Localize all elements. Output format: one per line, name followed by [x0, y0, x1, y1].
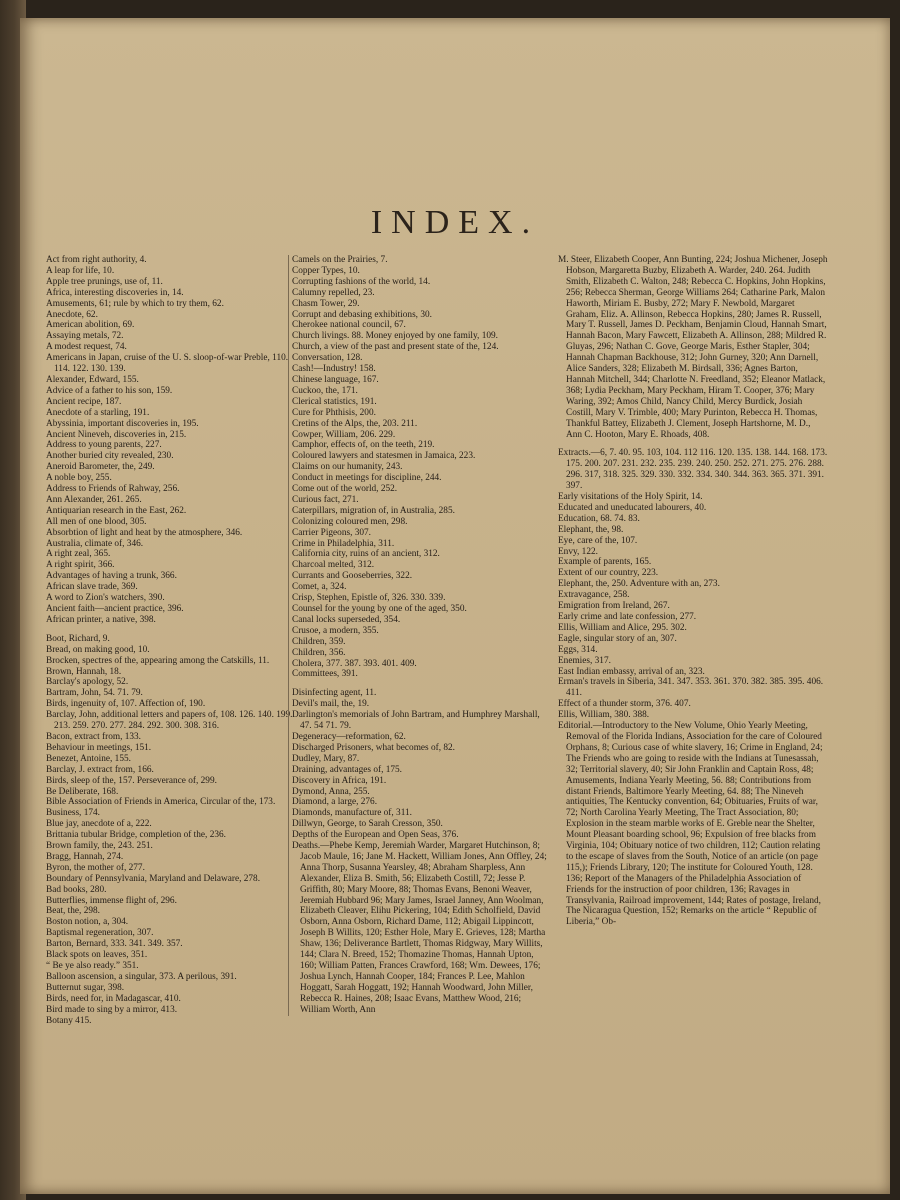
index-entry: Conduct in meetings for discipline, 244.: [292, 473, 442, 484]
index-entry: Antiquarian research in the East, 262.: [46, 505, 187, 516]
section-gap: [46, 626, 304, 634]
index-entry: Barton, Bernard, 333. 341. 349. 357.: [46, 939, 183, 950]
index-entry: Brown family, the, 243. 251.: [46, 841, 153, 852]
index-entry: American abolition, 69.: [46, 320, 135, 331]
index-entry: Diamond, a large, 276.: [292, 797, 378, 808]
index-entry: Dymond, Anna, 255.: [292, 786, 370, 797]
index-entry: Committees, 391.: [292, 669, 358, 680]
index-entry: Bad books, 280.: [46, 884, 107, 895]
index-entry: Bragg, Hannah, 274.: [46, 851, 124, 862]
index-entry: Abyssinia, important discoveries in, 195.: [46, 418, 199, 429]
index-entry: Depths of the European and Open Seas, 376.: [292, 830, 459, 841]
index-entry: Be Deliberate, 168.: [46, 786, 119, 797]
index-entry: Eagle, singular story of an, 307.: [558, 633, 677, 644]
index-entry: Early visitations of the Holy Spirit, 14.: [558, 492, 703, 503]
index-entry: Children, 359.: [292, 636, 346, 647]
index-entry: Ellis, William, 380. 388.: [558, 710, 650, 721]
index-entry: Barclay's apology, 52.: [46, 677, 129, 688]
index-entry: Ancient Nineveh, discoveries in, 215.: [46, 429, 187, 440]
index-entry: Church, a view of the past and present state of the, 124.: [292, 342, 499, 353]
index-entry: Benezet, Antoine, 155.: [46, 753, 131, 764]
index-entry: Counsel for the young by one of the aged, 350.: [292, 604, 467, 614]
index-entry: Discovery in Africa, 191.: [292, 775, 387, 786]
index-entry: Extracts.—6, 7. 40. 95. 103, 104. 112 116. 120. 135. 138. 144. 168. 173. 175. 200. 207. 231. 232. 235. 239. 240. 250. 252. 271. 275. 276. 288. 296. 317, 318. 325. 329. 330. 332. 334. 340. 344. 363. 365. 371. 391. 397.: [558, 448, 828, 492]
section-gap: [558, 440, 828, 448]
index-entry: Comet, a, 324.: [292, 582, 347, 593]
index-entry: “ Be ye also ready.” 351.: [46, 961, 139, 971]
index-entry: Ancient recipe, 187.: [46, 396, 122, 407]
index-entry: Advice of a father to his son, 159.: [46, 385, 173, 396]
index-entry: Crime in Philadelphia, 311.: [292, 538, 395, 549]
index-entry: Advantages of having a trunk, 366.: [46, 571, 177, 582]
index-entry: Deaths.—Phebe Kemp, Jeremiah Warder, Margaret Hutchinson, 8; Jacob Maule, 16; Jane M. Hackett, William Jones, Ann Offley, 24; Anna Thorp, Susanna Yearsley, 48; Abraham Sharpless, Ann Alexander, Eliza B. Smith, 56; Elizabeth Costill, 72; Jesse P. Griffith, 80; Mary Moore, 88; Thomas Evans, Benoni Weaver, Jeremiah Hubbard 96; Mary James, Israel Janney, Ann Woolman, Elizabeth Cleaver, Elihu Pickering, 104; Edith Scholfield, David Osborn, Anna Osborn, Richard Dame, 112; Abigail Lippincott, Joseph B Willits, 120; Esther Hole, Mary E. Grieves, 128; Martha Shaw, 136; Deliverance Bartlett, Thomas Ridgway, Mary Willits, 144; Clara N. Breed, 152; Thomazine Thomas, Hannah Upton, 160; William Patten, Frances Crawford, 168; Wm. Dewees, 176; Joshua Lynch, Hannah Cooper, 184; Frances P. Lee, Mahlon Hoggatt, Sarah Hoggatt, 192; Hannah Woodward, John Miller, Rebecca R. Haines, 208; Isaac Evans, Matthew Wood, 216; William Worth, Ann: [292, 841, 547, 1015]
index-entry: Eggs, 314.: [558, 644, 598, 655]
page-title: INDEX.: [370, 204, 540, 241]
index-entry: Butterflies, immense flight of, 296.: [46, 895, 177, 906]
index-entry: Boston notion, a, 304.: [46, 917, 129, 928]
index-entry: Anecdote, 62.: [46, 309, 98, 320]
index-entry: Darlington's memorials of John Bartram, and Humphrey Marshall, 47. 54 71. 79.: [292, 710, 540, 732]
index-column-2: [288, 255, 550, 1016]
index-entry: Camels on the Prairies, 7.: [292, 255, 388, 265]
index-entry: Colonizing coloured men, 298.: [292, 516, 408, 527]
index-entry: Absorbtion of light and heat by the atmosphere, 346.: [46, 527, 243, 538]
index-entry: M. Steer, Elizabeth Cooper, Ann Bunting, 224; Joshua Michener, Joseph Hobson, Margaretta Buzby, Elizabeth A. Warder, 240. 264. Judith Smith, Elizabeth C. Walton, 248; Rebecca C. Hopkins, John Hopkins, 256; Rebecca Sherman, George Williams 264; Catharine Park, Malon Haworth, Miriam E. Busby, 272; Mary F. Newbold, Margaret Graham, Eliz. A. Allinson, Rebecca Hopkins, 280; James R. Russell, Mary T. Russell, James D. Peckham, Benjamin Cloud, Hannah Smart, Hannah Bacon, Mary Fawcett, Elizabeth A. Allinson, 288; Mildred R. Gluyas, 296; Nathan C. Gove, George Maris, Esther Stapler, 304; Hannah Chapman Backhouse, 312; John Gurney, 320; Ann Darnell, Alice Sanders, 328; Elizabeth M. Birdsall, 336; Agnes Barton, Hannah Mitchell, 344; Charlotte N. Freedland, 352; Eleanor Matlack, 368; Lydia Peckham, Mary Peckham, Hiram T. Cooper, 376; Mary Waring, 392; Amos Child, Nancy Child, Mercy Burdick, Josiah Costill, Mary V. Trimble, 400; Mary Purinton, Rebecca H. Thomas, Thankful Battey, Elizabeth J. Clement, Joseph Hartshorne, M. D., Ann C. Hooton, Mary E. Rhoads, 408.: [558, 255, 828, 440]
index-entry: Act from right authority, 4.: [46, 255, 147, 265]
index-entry: African printer, a native, 398.: [46, 614, 156, 625]
index-entry: Another buried city revealed, 230.: [46, 451, 174, 462]
index-entry: Brittania tubular Bridge, completion of the, 236.: [46, 830, 226, 841]
index-entry: Devil's mail, the, 19.: [292, 699, 370, 710]
index-entry: Cholera, 377. 387. 393. 401. 409.: [292, 658, 417, 669]
index-entry: Erman's travels in Siberia, 341. 347. 353. 361. 370. 382. 385. 395. 406. 411.: [558, 677, 824, 699]
index-entry: Blue jay, anecdote of a, 222.: [46, 819, 152, 830]
index-entry: Carrier Pigeons, 307.: [292, 527, 372, 538]
index-entry: Charcoal melted, 312.: [292, 560, 375, 571]
index-entry: Ellis, William and Alice, 295. 302.: [558, 622, 687, 633]
index-entry: Cretins of the Alps, the, 203. 211.: [292, 418, 418, 429]
index-entry: Bacon, extract from, 133.: [46, 731, 142, 742]
index-entry: Canal locks superseded, 354.: [292, 614, 401, 625]
index-entry: Editorial.—Introductory to the New Volume, Ohio Yearly Meeting, Removal of the Florida Indians, Association for the care of Coloured Orphans, 8; Curious case of white slavery, 16; Crime in England, 24; The Friends who are going to reside with the Indians at Tunesassah, 32; Territorial slavery, 40; Sir John Franklin and Captain Ross, 48; Amusements, Indiana Yearly Meeting, 56. 88; Contributions from distant Friends, Baltimore Yearly Meeting, 64. 88; The Nineveh antiquities, The Kentucky convention, 64; Obituaries, Fruits of war, 72; North Carolina Yearly Meeting, The Tract Association, 80; Explosion in the steam marble works of E. Greble near the Shelter, Mount Pleasant boarding school, 96; Expulsion of free blacks from Virginia, 104; Obituary notice of two children, 112; Caution relating to the escape of slaves from the South, Notice of an article (on page 115,); Friends Library, 120; The institute for Coloured Youth, 128. 136; Report of the Managers of the Philadelphia Association of Friends for the instruction of poor children, 136; Ravages in Transylvania, Railroad improvement, 144; Rates of postage, Ireland, The Nicaragua Question, 152; Remarks on the article “ Republic of Liberia,” Ob-: [558, 721, 823, 928]
index-entry: Botany 415.: [46, 1015, 92, 1026]
index-column-3: [558, 255, 828, 928]
index-entry: Church livings. 88. Money enjoyed by one family, 109.: [292, 331, 498, 342]
index-entry: Cure for Phthisis, 200.: [292, 407, 376, 418]
index-entry: Come out of the world, 252.: [292, 484, 398, 495]
index-entry: Beat, the, 298.: [46, 906, 100, 917]
index-entry: Alexander, Edward, 155.: [46, 374, 139, 385]
index-entry: Crisp, Stephen, Epistle of, 326. 330. 339.: [292, 593, 446, 604]
index-entry: California city, ruins of an ancient, 312.: [292, 549, 440, 560]
index-entry: Children, 356.: [292, 647, 346, 658]
index-entry: Ann Alexander, 261. 265.: [46, 494, 142, 505]
index-entry: Cowper, William, 206. 229.: [292, 429, 396, 440]
index-entry: Camphor, effects of, on the teeth, 219.: [292, 440, 435, 451]
index-entry: Effect of a thunder storm, 376. 407.: [558, 699, 691, 710]
index-entry: Corrupt and debasing exhibitions, 30.: [292, 309, 432, 320]
index-entry: Elephant, the, 98.: [558, 524, 624, 535]
index-entry: Birds, sleep of the, 157. Perseverance of, 299.: [46, 775, 217, 786]
index-entry: Black spots on leaves, 351.: [46, 950, 148, 961]
index-entry: Ancient faith—ancient practice, 396.: [46, 604, 184, 614]
index-entry: Balloon ascension, a singular, 373. A perilous, 391.: [46, 971, 237, 982]
index-entry: Behaviour in meetings, 151.: [46, 742, 152, 753]
index-entry: Copper Types, 10.: [292, 265, 360, 276]
index-entry: Bread, on making good, 10.: [46, 644, 150, 655]
index-entry: Corrupting fashions of the world, 14.: [292, 276, 431, 287]
index-entry: Australia, climate of, 346.: [46, 538, 144, 549]
index-entry: Calumny repelled, 23.: [292, 287, 375, 298]
index-entry: Chasm Tower, 29.: [292, 298, 360, 309]
index-entry: Brocken, spectres of the, appearing among the Catskills, 11.: [46, 655, 270, 666]
index-entry: Cherokee national council, 67.: [292, 320, 406, 331]
index-entry: Emigration from Ireland, 267.: [558, 601, 670, 612]
index-entry: Education, 68. 74. 83.: [558, 513, 640, 524]
index-entry: Assaying metals, 72.: [46, 331, 124, 342]
index-entry: Coloured lawyers and statesmen in Jamaica, 223.: [292, 451, 476, 462]
index-entry: Early crime and late confession, 277.: [558, 612, 697, 622]
index-entry: Bartram, John, 54. 71. 79.: [46, 688, 143, 699]
index-entry: Anecdote of a starling, 191.: [46, 407, 150, 418]
index-entry: Disinfecting agent, 11.: [292, 688, 377, 699]
index-entry: All men of one blood, 305.: [46, 516, 147, 527]
index-entry: Bible Association of Friends in America, Circular of the, 173.: [46, 797, 276, 808]
index-entry: Conversation, 128.: [292, 353, 363, 364]
index-page: [20, 18, 890, 1194]
index-entry: Crusoe, a modern, 355.: [292, 625, 379, 636]
index-entry: East Indian embassy, arrival of an, 323.: [558, 666, 705, 677]
index-entry: Dillwyn, George, to Sarah Cresson, 350.: [292, 819, 443, 830]
index-entry: Eye, care of the, 107.: [558, 535, 638, 546]
index-entry: Diamonds, manufacture of, 311.: [292, 808, 412, 819]
index-entry: Birds, need for, in Madagascar, 410.: [46, 993, 181, 1004]
index-entry: Address to Friends of Rahway, 256.: [46, 484, 180, 495]
index-entry: Claims on our humanity, 243.: [292, 462, 403, 473]
index-entry: Curious fact, 271.: [292, 494, 359, 505]
index-column-1: [46, 255, 304, 1026]
index-entry: Educated and uneducated labourers, 40.: [558, 502, 707, 513]
index-entry: Africa, interesting discoveries in, 14.: [46, 287, 184, 298]
index-entry: A leap for life, 10.: [46, 265, 115, 276]
index-entry: Butternut sugar, 398.: [46, 982, 125, 993]
index-entry: Apple tree prunings, use of, 11.: [46, 276, 163, 287]
index-entry: Cash!—Industry! 158.: [292, 364, 376, 375]
index-entry: Caterpillars, migration of, in Australia, 285.: [292, 505, 455, 516]
index-entry: A right zeal, 365.: [46, 549, 111, 560]
index-entry: Brown, Hannah, 18.: [46, 666, 122, 677]
index-entry: Barclay, John, additional letters and papers of, 108. 126. 140. 199. 213. 259. 270. 277. 284. 292. 300. 308. 316.: [46, 710, 293, 732]
index-entry: Boot, Richard, 9.: [46, 633, 110, 644]
index-entry: Bird made to sing by a mirror, 413.: [46, 1004, 178, 1015]
index-entry: Extent of our country, 223.: [558, 568, 659, 579]
index-entry: Envy, 122.: [558, 546, 598, 557]
index-entry: A modest request, 74.: [46, 342, 127, 353]
index-entry: Extravagance, 258.: [558, 590, 630, 601]
index-entry: Aneroid Barometer, the, 249.: [46, 462, 155, 473]
index-entry: A noble boy, 255.: [46, 473, 112, 484]
index-entry: Amusements, 61; rule by which to try them, 62.: [46, 298, 224, 309]
index-entry: Cuckoo, the, 171.: [292, 385, 358, 396]
index-entry: Dudley, Mary, 87.: [292, 753, 360, 764]
index-entry: Discharged Prisoners, what becomes of, 82.: [292, 742, 456, 753]
index-entry: Address to young parents, 227.: [46, 440, 162, 451]
index-entry: Elephant, the, 250. Adventure with an, 273.: [558, 579, 720, 590]
index-entry: Business, 174.: [46, 808, 100, 819]
index-entry: Draining, advantages of, 175.: [292, 764, 402, 775]
index-entry: Americans in Japan, cruise of the U. S. sloop-of-war Preble, 110. 114. 122. 130. 139.: [46, 353, 289, 375]
index-entry: Degeneracy—reformation, 62.: [292, 731, 406, 742]
index-entry: Example of parents, 165.: [558, 557, 652, 568]
index-entry: Barclay, J. extract from, 166.: [46, 764, 154, 775]
index-entry: Enemies, 317.: [558, 655, 611, 666]
index-entry: Boundary of Pennsylvania, Maryland and Delaware, 278.: [46, 873, 261, 884]
index-entry: Byron, the mother of, 277.: [46, 862, 145, 873]
index-entry: African slave trade, 369.: [46, 582, 138, 593]
index-entry: Clerical statistics, 191.: [292, 396, 377, 407]
index-entry: A right spirit, 366.: [46, 560, 115, 571]
index-entry: Chinese language, 167.: [292, 374, 379, 385]
index-entry: Baptismal regeneration, 307.: [46, 928, 154, 939]
index-entry: A word to Zion's watchers, 390.: [46, 593, 165, 604]
index-entry: Birds, ingenuity of, 107. Affection of, 190.: [46, 699, 206, 710]
index-entry: Currants and Gooseberries, 322.: [292, 571, 413, 582]
